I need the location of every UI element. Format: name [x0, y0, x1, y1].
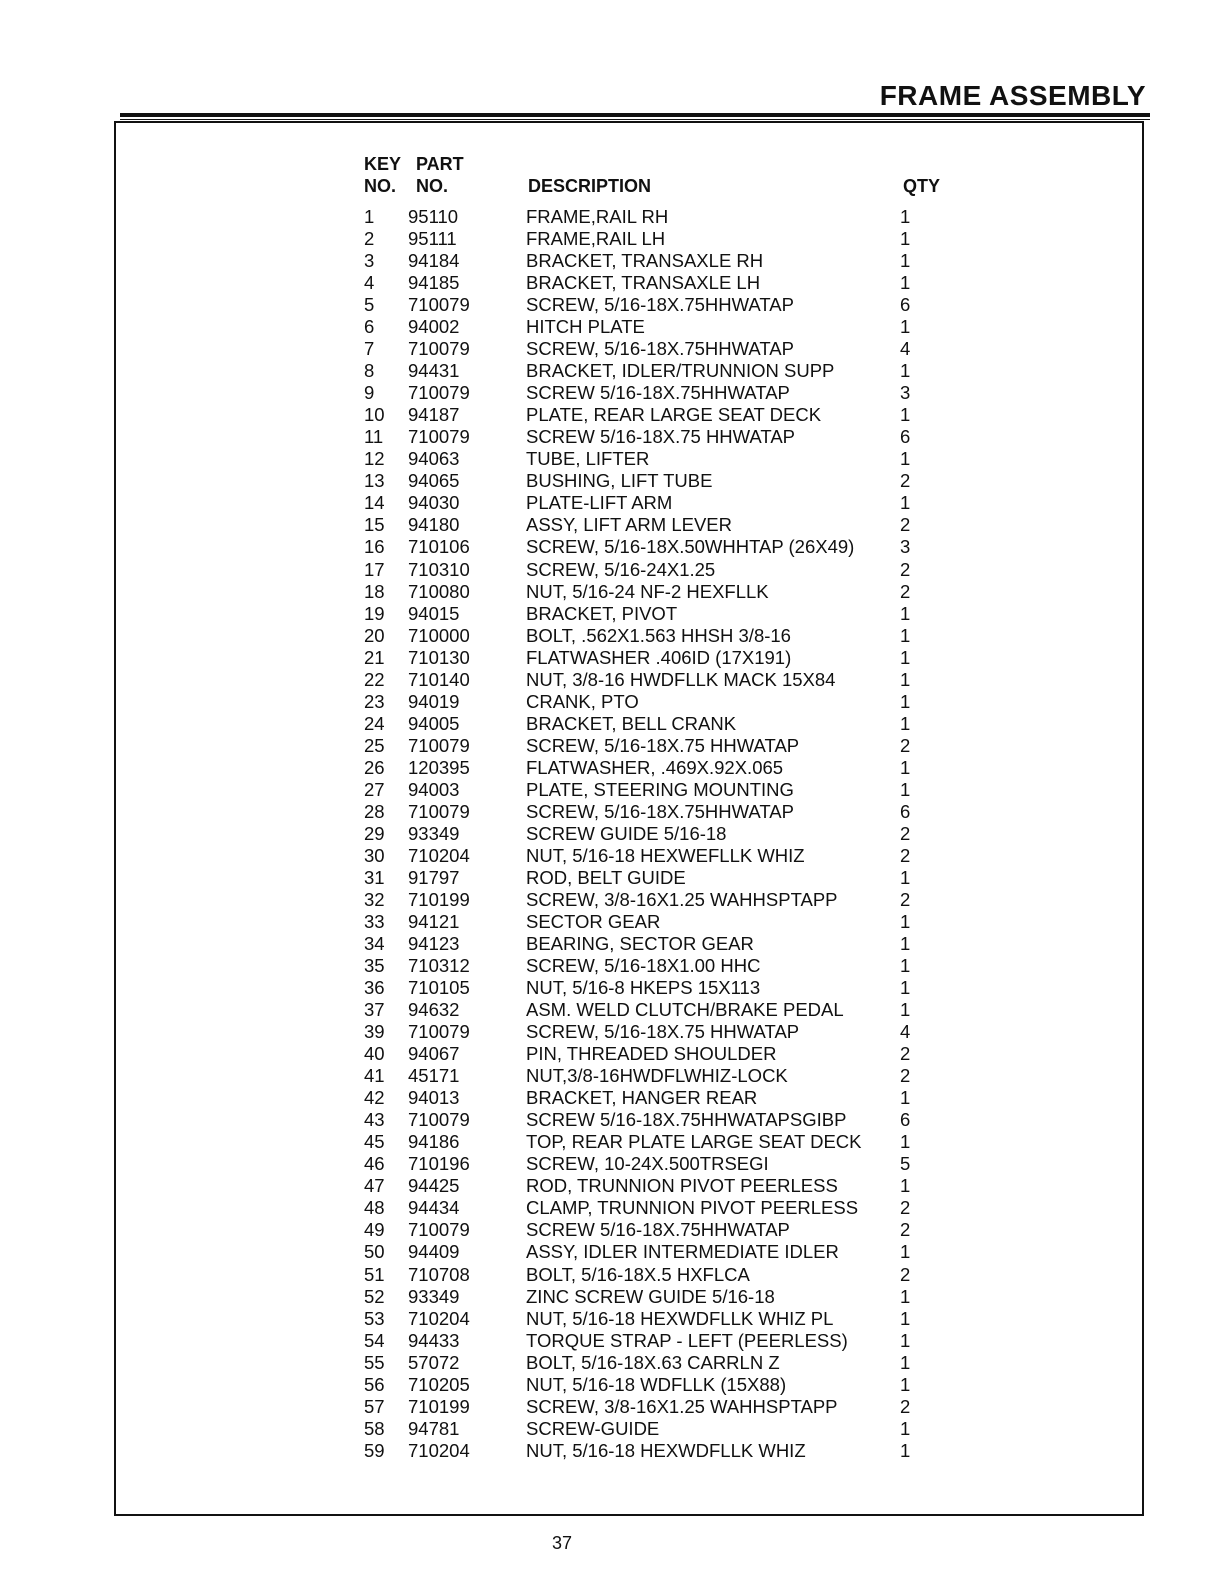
table-row: [362, 1330, 962, 1352]
part-no-cell: 94184: [408, 250, 460, 272]
part-no-cell: 94187: [408, 404, 460, 426]
qty-cell: 6: [900, 426, 911, 448]
qty-cell: 1: [900, 668, 911, 690]
description-cell: NUT,3/8-16HWDFLWHIZ-LOCK: [526, 1065, 788, 1087]
qty-cell: 4: [900, 1021, 911, 1043]
part-no-cell: 710310: [408, 558, 470, 580]
qty-cell: 2: [900, 1395, 911, 1417]
part-no-cell: 45171: [408, 1065, 460, 1087]
table-row: [362, 1352, 962, 1374]
key-no-cell: 17: [364, 558, 385, 580]
key-no-cell: 19: [364, 602, 385, 624]
part-no-cell: 95111: [408, 228, 457, 250]
part-no-cell: 710079: [408, 1109, 470, 1131]
table-row: [362, 823, 962, 845]
description-cell: SCREW-GUIDE: [526, 1417, 660, 1439]
table-row: [362, 536, 962, 558]
title-rule-thick: [120, 113, 1150, 117]
table-row: [362, 1175, 962, 1197]
part-no-cell: 94013: [408, 1087, 460, 1109]
qty-cell: 1: [900, 977, 911, 999]
header-part-no: PART NO.: [416, 154, 464, 196]
part-no-cell: 94121: [408, 911, 460, 932]
key-no-cell: 59: [364, 1439, 385, 1461]
part-no-cell: 94005: [408, 712, 460, 734]
description-cell: SCREW, 3/8-16X1.25 WAHHSPTAPP: [526, 1395, 838, 1417]
key-no-cell: 18: [364, 580, 385, 602]
key-no-cell: 23: [364, 690, 385, 712]
table-row: [362, 1021, 962, 1043]
key-no-cell: 26: [364, 756, 385, 778]
table-row: [362, 250, 962, 272]
qty-cell: 1: [900, 1131, 911, 1153]
description-cell: BRACKET, TRANSAXLE RH: [526, 250, 764, 272]
header-qty: QTY: [903, 176, 941, 196]
qty-cell: 1: [900, 690, 911, 712]
description-cell: BRACKET, PIVOT: [526, 602, 678, 624]
qty-cell: 2: [900, 734, 911, 756]
qty-cell: 1: [900, 1175, 911, 1197]
description-cell: SECTOR GEAR: [526, 911, 661, 932]
part-no-cell: 94431: [408, 360, 460, 382]
part-no-cell: 710708: [408, 1263, 470, 1285]
table-row: [362, 1308, 962, 1330]
part-no-cell: 94065: [408, 470, 460, 492]
table-row: [362, 581, 962, 603]
part-no-cell: 93349: [408, 822, 460, 844]
part-no-cell: 710204: [408, 1307, 470, 1329]
key-no-cell: 40: [364, 1043, 385, 1065]
table-row: [362, 1131, 962, 1153]
part-no-cell: 710080: [408, 580, 470, 602]
part-no-cell: 710130: [408, 646, 470, 668]
qty-cell: 1: [900, 999, 911, 1021]
part-no-cell: 710106: [408, 536, 470, 558]
table-row: [362, 669, 962, 691]
description-cell: BRACKET, TRANSAXLE LH: [526, 272, 761, 294]
table-row: [362, 1264, 962, 1286]
table-row: [362, 470, 962, 492]
description-cell: BUSHING, LIFT TUBE: [526, 470, 713, 492]
table-row: [362, 801, 962, 823]
description-cell: SCREW, 5/16-18X.75 HHWATAP: [526, 1021, 800, 1043]
key-no-cell: 7: [364, 338, 375, 360]
table-row: [362, 603, 962, 625]
table-row: [362, 1418, 962, 1440]
table-row: [362, 294, 962, 316]
key-no-cell: 57: [364, 1395, 385, 1417]
description-cell: TORQUE STRAP - LEFT (PEERLESS): [526, 1329, 848, 1351]
qty-cell: 2: [900, 1065, 911, 1087]
table-row: [362, 1374, 962, 1396]
table-row: [362, 316, 962, 338]
part-no-cell: 94002: [408, 316, 460, 338]
qty-cell: 1: [900, 448, 911, 470]
qty-cell: 2: [900, 822, 911, 844]
qty-cell: 6: [900, 294, 911, 316]
description-cell: FRAME,RAIL RH: [526, 206, 669, 227]
qty-cell: 1: [900, 228, 911, 250]
key-no-cell: 37: [364, 999, 385, 1021]
qty-cell: 1: [900, 206, 911, 227]
table-row: [362, 713, 962, 735]
description-cell: NUT, 5/16-18 HEXWDFLLK WHIZ: [526, 1439, 806, 1461]
description-cell: SCREW 5/16-18X.75 HHWATAP: [526, 426, 796, 448]
table-row: [362, 845, 962, 867]
part-no-cell: 710079: [408, 1219, 470, 1241]
table-row: [362, 691, 962, 713]
qty-cell: 1: [900, 1307, 911, 1329]
qty-cell: 1: [900, 272, 911, 294]
part-no-cell: 94433: [408, 1329, 460, 1351]
part-no-cell: 710196: [408, 1153, 470, 1175]
description-cell: HITCH PLATE: [526, 316, 645, 338]
table-row: [362, 426, 962, 448]
key-no-cell: 21: [364, 646, 385, 668]
description-cell: PIN, THREADED SHOULDER: [526, 1043, 777, 1065]
description-cell: SCREW, 5/16-24X1.25: [526, 558, 716, 580]
description-cell: NUT, 5/16-24 NF-2 HEXFLLK: [526, 580, 769, 602]
qty-cell: 1: [900, 624, 911, 646]
key-no-cell: 51: [364, 1263, 385, 1285]
part-no-cell: 94067: [408, 1043, 460, 1065]
table-row: [362, 206, 962, 228]
qty-cell: 2: [900, 844, 911, 866]
part-no-cell: 94123: [408, 933, 460, 955]
part-no-cell: 94632: [408, 999, 460, 1021]
part-no-cell: 710105: [408, 977, 470, 999]
key-no-cell: 3: [364, 250, 375, 272]
part-no-cell: 94180: [408, 514, 460, 536]
key-no-cell: 43: [364, 1109, 385, 1131]
description-cell: ASSY, IDLER INTERMEDIATE IDLER: [526, 1241, 839, 1263]
key-no-cell: 34: [364, 933, 385, 955]
qty-cell: 2: [900, 1219, 911, 1241]
part-no-cell: 91797: [408, 866, 460, 888]
description-cell: NUT, 5/16-18 HEXWEFLLK WHIZ: [526, 844, 805, 866]
table-row: [362, 977, 962, 999]
key-no-cell: 56: [364, 1373, 385, 1395]
qty-cell: 2: [900, 1043, 911, 1065]
description-cell: SCREW GUIDE 5/16-18: [526, 822, 727, 844]
key-no-cell: 54: [364, 1329, 385, 1351]
description-cell: BEARING, SECTOR GEAR: [526, 933, 754, 955]
table-row: [362, 492, 962, 514]
part-no-cell: 94409: [408, 1241, 460, 1263]
qty-cell: 1: [900, 316, 911, 338]
description-cell: TOP, REAR PLATE LARGE SEAT DECK: [526, 1131, 862, 1153]
key-no-cell: 5: [364, 294, 375, 316]
description-cell: CRANK, PTO: [526, 690, 639, 712]
key-no-cell: 28: [364, 800, 385, 822]
description-cell: PLATE, REAR LARGE SEAT DECK: [526, 404, 822, 426]
part-no-cell: 710079: [408, 734, 470, 756]
description-cell: BOLT, 5/16-18X.63 CARRLN Z: [526, 1351, 780, 1373]
title-rule-thin: [120, 119, 1150, 120]
key-no-cell: 47: [364, 1175, 385, 1197]
description-cell: ASSY, LIFT ARM LEVER: [526, 514, 732, 536]
qty-cell: 2: [900, 514, 911, 536]
description-cell: NUT, 3/8-16 HWDFLLK MACK 15X84: [526, 668, 836, 690]
key-no-cell: 24: [364, 712, 385, 734]
description-cell: ZINC SCREW GUIDE 5/16-18: [526, 1285, 775, 1307]
part-no-cell: 95110: [408, 206, 459, 227]
part-no-cell: 710079: [408, 294, 470, 316]
key-no-cell: 49: [364, 1219, 385, 1241]
qty-cell: 3: [900, 536, 911, 558]
part-no-cell: 710079: [408, 426, 470, 448]
key-no-cell: 16: [364, 536, 385, 558]
key-no-cell: 46: [364, 1153, 385, 1175]
qty-cell: 1: [900, 1087, 911, 1109]
part-no-cell: 710000: [408, 624, 470, 646]
table-row: [362, 757, 962, 779]
qty-cell: 6: [900, 800, 911, 822]
key-no-cell: 39: [364, 1021, 385, 1043]
qty-cell: 1: [900, 1439, 911, 1461]
table-row: [362, 1087, 962, 1109]
key-no-cell: 9: [364, 382, 375, 404]
description-cell: SCREW, 10-24X.500TRSEGI: [526, 1153, 769, 1175]
key-no-cell: 53: [364, 1307, 385, 1329]
description-cell: SCREW, 5/16-18X.75 HHWATAP: [526, 734, 800, 756]
header-description: DESCRIPTION: [528, 176, 652, 196]
part-no-cell: 710204: [408, 844, 470, 866]
qty-cell: 1: [900, 933, 911, 955]
table-row: [362, 1286, 962, 1308]
parts-table-body: [362, 206, 962, 1462]
part-no-cell: 710079: [408, 800, 470, 822]
table-row: [362, 647, 962, 669]
key-no-cell: 50: [364, 1241, 385, 1263]
description-cell: BRACKET, IDLER/TRUNNION SUPP: [526, 360, 835, 382]
table-row: [362, 404, 962, 426]
description-cell: SCREW, 3/8-16X1.25 WAHHSPTAPP: [526, 888, 838, 910]
description-cell: NUT, 5/16-18 HEXWDFLLK WHIZ PL: [526, 1307, 834, 1329]
key-no-cell: 12: [364, 448, 385, 470]
qty-cell: 1: [900, 1417, 911, 1439]
table-row: [362, 1065, 962, 1087]
key-no-cell: 45: [364, 1131, 385, 1153]
key-no-cell: 35: [364, 955, 385, 977]
qty-cell: 1: [900, 1285, 911, 1307]
qty-cell: 2: [900, 470, 911, 492]
qty-cell: 1: [900, 1351, 911, 1373]
table-row: [362, 911, 962, 933]
description-cell: FLATWASHER, .469X.92X.065: [526, 756, 784, 778]
description-cell: ASM. WELD CLUTCH/BRAKE PEDAL: [526, 999, 844, 1021]
part-no-cell: 94019: [408, 690, 460, 712]
key-no-cell: 41: [364, 1065, 385, 1087]
table-row: [362, 955, 962, 977]
qty-cell: 1: [900, 360, 911, 382]
key-no-cell: 2: [364, 228, 375, 250]
key-no-cell: 25: [364, 734, 385, 756]
table-row: [362, 1241, 962, 1263]
table-row: [362, 625, 962, 647]
qty-cell: 1: [900, 756, 911, 778]
part-no-cell: 94781: [408, 1417, 460, 1439]
key-no-cell: 6: [364, 316, 375, 338]
part-no-cell: 710204: [408, 1439, 470, 1461]
table-row: [362, 382, 962, 404]
qty-cell: 2: [900, 888, 911, 910]
part-no-cell: 710079: [408, 1021, 470, 1043]
part-no-cell: 94425: [408, 1175, 460, 1197]
table-row: [362, 779, 962, 801]
qty-cell: 6: [900, 1109, 911, 1131]
qty-cell: 2: [900, 558, 911, 580]
page-number: 37: [552, 1533, 573, 1553]
part-no-cell: 710199: [408, 1395, 470, 1417]
description-cell: PLATE, STEERING MOUNTING: [526, 778, 794, 800]
table-row: [362, 889, 962, 911]
qty-cell: 1: [900, 404, 911, 426]
description-cell: NUT, 5/16-18 WDFLLK (15X88): [526, 1373, 787, 1395]
key-no-cell: 55: [364, 1351, 385, 1373]
description-cell: SCREW, 5/16-18X.75HHWATAP: [526, 800, 794, 822]
description-cell: CLAMP, TRUNNION PIVOT PEERLESS: [526, 1197, 859, 1219]
key-no-cell: 31: [364, 866, 385, 888]
description-cell: SCREW 5/16-18X.75HHWATAP: [526, 382, 790, 404]
qty-cell: 2: [900, 1263, 911, 1285]
description-cell: ROD, TRUNNION PIVOT PEERLESS: [526, 1175, 838, 1197]
description-cell: BOLT, .562X1.563 HHSH 3/8-16: [526, 624, 791, 646]
part-no-cell: 57072: [408, 1351, 460, 1373]
table-row: [362, 1219, 962, 1241]
key-no-cell: 29: [364, 822, 385, 844]
table-row: [362, 867, 962, 889]
qty-cell: 2: [900, 580, 911, 602]
description-cell: TUBE, LIFTER: [526, 448, 650, 470]
key-no-cell: 14: [364, 492, 385, 514]
key-no-cell: 36: [364, 977, 385, 999]
table-row: [362, 360, 962, 382]
key-no-cell: 58: [364, 1417, 385, 1439]
part-no-cell: 94186: [408, 1131, 460, 1153]
description-cell: FLATWASHER .406ID (17X191): [526, 646, 792, 668]
table-row: [362, 1153, 962, 1175]
header-key-no: KEY NO.: [364, 154, 402, 196]
key-no-cell: 1: [364, 206, 375, 227]
part-no-cell: 710205: [408, 1373, 470, 1395]
qty-cell: 1: [900, 866, 911, 888]
qty-cell: 1: [900, 911, 911, 932]
description-cell: BOLT, 5/16-18X.5 HXFLCA: [526, 1263, 750, 1285]
qty-cell: 1: [900, 1373, 911, 1395]
qty-cell: 1: [900, 492, 911, 514]
part-no-cell: 710312: [408, 955, 470, 977]
part-no-cell: 710199: [408, 888, 470, 910]
description-cell: SCREW, 5/16-18X1.00 HHC: [526, 955, 761, 977]
description-cell: ROD, BELT GUIDE: [526, 866, 686, 888]
description-cell: BRACKET, HANGER REAR: [526, 1087, 758, 1109]
qty-cell: 1: [900, 602, 911, 624]
qty-cell: 1: [900, 1329, 911, 1351]
key-no-cell: 27: [364, 778, 385, 800]
key-no-cell: 22: [364, 668, 385, 690]
qty-cell: 1: [900, 250, 911, 272]
part-no-cell: 120395: [408, 756, 470, 778]
part-no-cell: 94003: [408, 778, 460, 800]
table-row: [362, 514, 962, 536]
qty-cell: 1: [900, 778, 911, 800]
qty-cell: 1: [900, 646, 911, 668]
key-no-cell: 48: [364, 1197, 385, 1219]
qty-cell: 2: [900, 1197, 911, 1219]
part-no-cell: 93349: [408, 1285, 460, 1307]
part-no-cell: 94434: [408, 1197, 460, 1219]
key-no-cell: 20: [364, 624, 385, 646]
key-no-cell: 33: [364, 911, 385, 932]
key-no-cell: 42: [364, 1087, 385, 1109]
key-no-cell: 32: [364, 888, 385, 910]
part-no-cell: 94030: [408, 492, 460, 514]
description-cell: SCREW, 5/16-18X.50WHHTAP (26X49): [526, 536, 855, 558]
table-row: [362, 1396, 962, 1418]
qty-cell: 3: [900, 382, 911, 404]
table-row: [362, 999, 962, 1021]
table-row: [362, 448, 962, 470]
part-no-cell: 710140: [408, 668, 470, 690]
description-cell: FRAME,RAIL LH: [526, 228, 666, 250]
table-row: [362, 1440, 962, 1462]
table-row: [362, 1197, 962, 1219]
part-no-cell: 710079: [408, 382, 470, 404]
part-no-cell: 710079: [408, 338, 470, 360]
qty-cell: 1: [900, 955, 911, 977]
description-cell: SCREW 5/16-18X.75HHWATAP: [526, 1219, 790, 1241]
qty-cell: 1: [900, 712, 911, 734]
key-no-cell: 10: [364, 404, 385, 426]
part-no-cell: 94185: [408, 272, 460, 294]
table-row: [362, 272, 962, 294]
qty-cell: 1: [900, 1241, 911, 1263]
table-row: [362, 1043, 962, 1065]
qty-cell: 5: [900, 1153, 911, 1175]
table-row: [362, 735, 962, 757]
key-no-cell: 11: [364, 426, 384, 448]
description-cell: SCREW, 5/16-18X.75HHWATAP: [526, 294, 794, 316]
description-cell: NUT, 5/16-8 HKEPS 15X113: [526, 977, 761, 999]
table-row: [362, 1109, 962, 1131]
key-no-cell: 30: [364, 844, 385, 866]
table-row: [362, 338, 962, 360]
table-row: [362, 228, 962, 250]
table-row: [362, 933, 962, 955]
page-title: FRAME ASSEMBLY: [879, 80, 1146, 111]
key-no-cell: 4: [364, 272, 375, 294]
part-no-cell: 94015: [408, 602, 460, 624]
key-no-cell: 52: [364, 1285, 385, 1307]
qty-cell: 4: [900, 338, 911, 360]
description-cell: PLATE-LIFT ARM: [526, 492, 673, 514]
part-no-cell: 94063: [408, 448, 460, 470]
description-cell: SCREW 5/16-18X.75HHWATAPSGIBP: [526, 1109, 847, 1131]
table-row: [362, 559, 962, 581]
key-no-cell: 13: [364, 470, 385, 492]
description-cell: BRACKET, BELL CRANK: [526, 712, 737, 734]
description-cell: SCREW, 5/16-18X.75HHWATAP: [526, 338, 794, 360]
key-no-cell: 15: [364, 514, 385, 536]
key-no-cell: 8: [364, 360, 375, 382]
